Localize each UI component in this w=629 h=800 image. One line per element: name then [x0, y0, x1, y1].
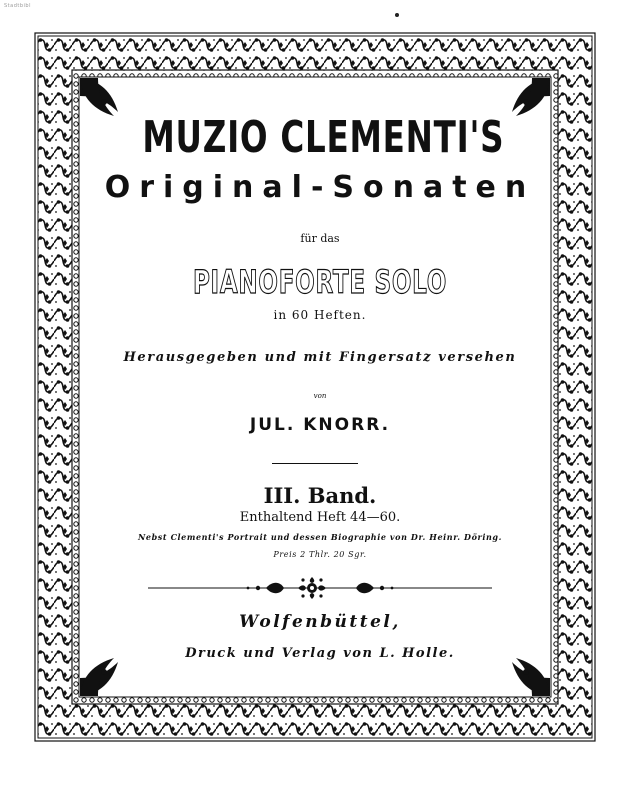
band-number: III. Band.: [263, 483, 377, 508]
editor-credit-line: Herausgegeben und mit Fingersatz versehen: [123, 350, 517, 365]
price-line: Preis 2 Thlr. 20 Sgr.: [273, 550, 367, 559]
publisher-imprint: Druck und Verlag von L. Holle.: [185, 646, 455, 661]
composer-title: MUZIO CLEMENTI'S: [142, 112, 505, 163]
floral-ornament-icon: [294, 576, 330, 602]
supplement-line: Nebst Clementi's Portrait und dessen Biographie von Dr. Heinr. Döring.: [138, 532, 502, 542]
work-title: Original-Sonaten: [104, 170, 536, 205]
marginalia-mark: Stadtbibl: [4, 3, 31, 9]
by-text: von: [313, 392, 327, 400]
title-page-content: [80, 100, 560, 700]
for-the-text: für das: [300, 232, 340, 245]
separator-rule: [272, 463, 358, 464]
editor-name: JUL. KNORR.: [249, 415, 391, 435]
place-of-publication: Wolfenbüttel,: [239, 612, 401, 632]
instrument-title: PIANOFORTE SOLO: [192, 263, 448, 301]
contents-line: Enthaltend Heft 44—60.: [239, 510, 401, 525]
volume-count: in 60 Heften.: [273, 308, 367, 322]
